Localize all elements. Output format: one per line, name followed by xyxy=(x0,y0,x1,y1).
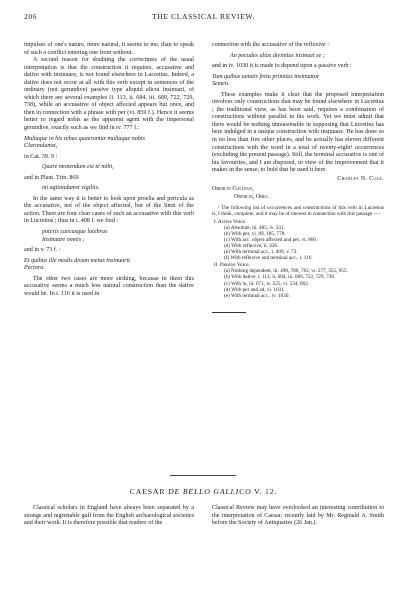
text-line: and in v. 73 f. : xyxy=(24,247,61,254)
paragraph: Classical Review may have overlooked an interesting contribution to the interpretation of Caesar, recently laid by Mr. Reginald A. Smith before the Society of Antiquaries (26 Jan.). xyxy=(212,505,384,527)
running-title: THE CLASSICAL REVIEW. xyxy=(152,12,255,21)
title-italic: DE BELLO GALLICO xyxy=(168,487,252,496)
quotation: mi agitandumst vigiliis. xyxy=(42,185,100,192)
footnote-heading-active: I. Active Voice. xyxy=(214,218,247,225)
paragraph: impulses of one's nature, more natural, it seems to me, than to speak of such a conflict entering one from without. xyxy=(24,42,194,56)
footnote-item: (f) With reflexive and terminal acc., i. 116. xyxy=(224,255,313,262)
footnote-item: (b) With dative, i. 113, ii. 684, iii. 689, 722, 729, 738. xyxy=(224,274,336,281)
right-column xyxy=(212,42,384,299)
page-number: 206 xyxy=(24,12,38,21)
quote-line: Pectora. xyxy=(24,265,45,272)
quote-line: Semen. xyxy=(212,81,230,88)
article-separator xyxy=(170,475,236,476)
quotation xyxy=(212,74,384,89)
footnote xyxy=(212,205,384,298)
quotation: An pecudes alias divinitus insinuet se ; xyxy=(230,52,325,59)
footnote-item: (c) With in, iii. 671, iv. 525, vi. 534, 802. xyxy=(224,280,310,287)
text-line: in Cat. 39. 9 : xyxy=(24,153,58,160)
footnote-item: (e) With terminal acc., i. 409, v. 73. xyxy=(224,249,298,256)
footnote-item: (a) Nothing dependent, iii. 498, 780, 782, vi. 277, 355, 955. xyxy=(224,268,348,275)
paragraph: The other two cases are more striking, because in them this accusative seems a much less natural construction than the dative would be. In i. 116 it is used in xyxy=(24,275,194,297)
paragraph: These examples make it clear that the proposed interpretation involves only constructions that may be found elsewhere in Lucretius ; the traditional view, as has been said, requires a combination of constructions without parallel in his work. Yet we must admit that there would be nothing unreasonable in supposing that Lucretius has here indulged in a unique construction with insinuare. He has done so in no less than five other places, and he actually has eleven different constructions with the word in a total of twenty-eight¹ occurrences (excluding the present passage). Still, the terminal accusative is one of his favourites, and I am disposed, in view of the improvement that it makes in the sense, to hold that he used it here. xyxy=(212,91,384,174)
footnote-item: (a) Absolute, iii. 485, iv. 331. xyxy=(224,224,285,231)
author-location: Oberlin, Ohio. xyxy=(234,193,269,200)
article2-right-column xyxy=(212,505,384,528)
quote-line: Et quibus ille modis divum metus insinuarit xyxy=(24,257,130,264)
footnote-rule xyxy=(212,312,246,313)
author-signature: Charles N. Cole. xyxy=(337,175,384,182)
quotation: Quare monendum est te mihi, xyxy=(42,164,114,171)
footnote-item: (b) With per, vi. 89, 185, 778. xyxy=(224,230,286,237)
paragraph: A second reason for doubting the correctness of the usual interpretation is that the construction it requires, accusative and dative with insinuare, is not found elsewhere in Lucretius. Indeed, a dative does not occur at all with this verb except in sentences of the ordinary (not gerundive) passive type aliquid alicui insinuari, of which there are several examples (i. 113, ii. 684, iii. 689, 722, 729, 738), while an accusative of object affected appears but once, and then in connection with a phrase with per (vi. 859 f.). Hence it seems better to regard nobis as the apparent agent with the impersonal gerundive, exactly such as we find in iv. 777 f.: xyxy=(24,57,194,132)
footnote-item: (e) With terminal acc., iv. 1030. xyxy=(224,292,290,299)
title-prefix: CAESAR xyxy=(129,487,166,496)
quote-line: Insinuare omnis ; xyxy=(42,236,85,243)
footnote-intro: ¹ The following list of occurrences and constructions of this verb in Lucretius is, I think, complete, and it may be of interest in connection with this passage :— xyxy=(212,205,384,218)
paragraph: Classical scholars in England have always been separated by a strange and regrettable gulf from the English archaeological societies and their work. It is therefore possible that readers of the xyxy=(24,505,194,527)
left-column xyxy=(24,42,194,298)
text-line: and in Plaut. Trin. 869 xyxy=(24,174,79,181)
paragraph: and in iv. 1030 it is made to depend upon a passive verb : xyxy=(212,63,352,70)
quote-line: poteris caecasque latebras xyxy=(42,229,108,236)
quotation xyxy=(24,136,194,151)
quotation xyxy=(24,258,194,273)
footnote-item: (d) With reflexive, ii. 436. xyxy=(224,242,279,249)
author-affiliation: Oberlin College, xyxy=(212,186,254,193)
quote-line: Tum quibus aetatis freta primitus insinuatur xyxy=(212,73,320,80)
paragraph: connection with the accusative of the reflexive : xyxy=(212,42,329,48)
quotation xyxy=(24,229,194,244)
quote-line: Multaque in his rebus quaeruntur multaque nobis xyxy=(24,135,145,142)
quote-line: Clarandumst, xyxy=(24,143,58,150)
running-head xyxy=(24,12,383,24)
footnote-heading-passive: II. Passive Voice. xyxy=(214,262,250,269)
title-suffix: V. 12. xyxy=(254,487,278,496)
footnote-item: (d) With per and ad, vi. 1031. xyxy=(224,286,286,293)
article-title xyxy=(0,487,407,496)
footnote-item: (c) With acc. object affected and per, vi. 860. xyxy=(224,236,318,243)
article2-left-column xyxy=(24,505,194,528)
paragraph: In the same way it is better to look upon proelia and pericula as the accusative, not of the object affected, but of the limit of the action. There are four clear cases of such an accusative with this verb in Lucretius ; thus in i. 408 f. we find : xyxy=(24,195,194,225)
